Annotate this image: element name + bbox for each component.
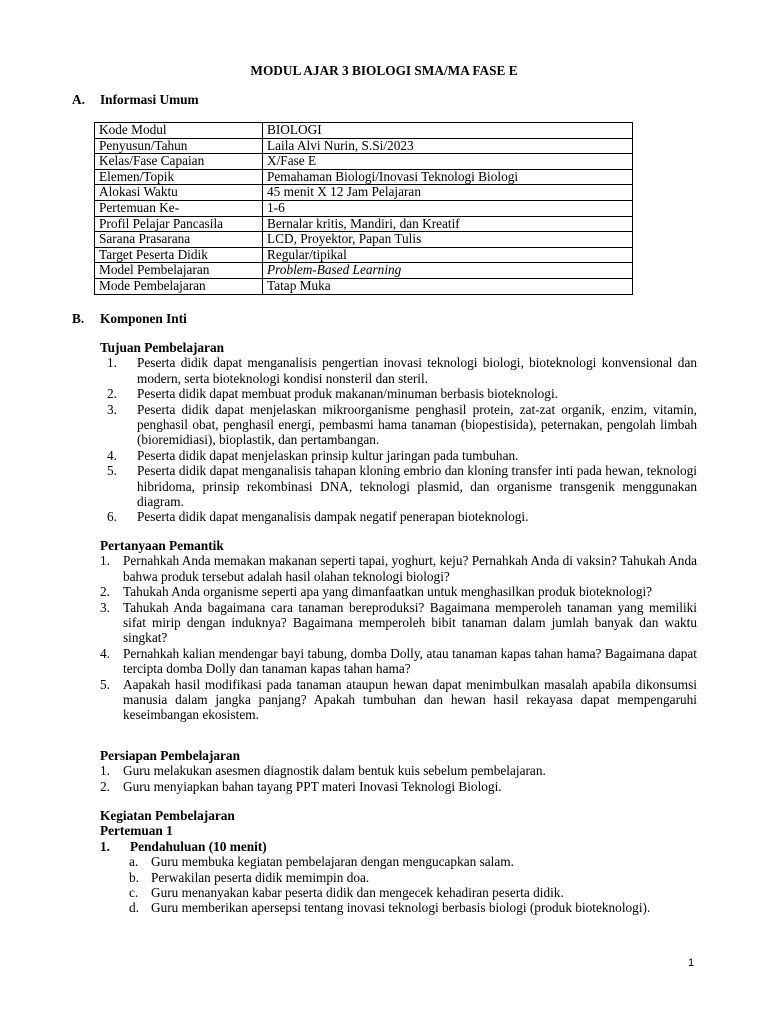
kegiatan-section (100, 808, 697, 916)
list-item (100, 763, 697, 778)
list-text: Guru menyiapkan bahan tayang PPT materi Inovasi Teknologi Biologi. (123, 778, 502, 794)
list-text: Aapakah hasil modifikasi pada tanaman ataupun hewan dapat menimbulkan masalah apabila dikonsumsi manusia dalam jangka panjang? Apakah tumbuhan dan hewan hasil rekayasa dapat mempengaruhi keseimbangan ekosistem. (123, 676, 697, 723)
list-text: Peserta didik dapat menganalisis pengertian inovasi teknologi biologi, bioteknologi konvensional dan modern, serta bioteknologi kondisi nonsteril dan steril. (137, 355, 697, 386)
list-item (100, 900, 697, 915)
table-row (95, 123, 633, 139)
list-text: Pernahkah Anda memakan makanan seperti tapai, yoghurt, keju? Pernahkah Anda di vaksin? Tahukah Anda bahwa produk tersebut adalah hasil olahan teknologi biologi? (123, 553, 697, 584)
list-number: 1. (100, 553, 110, 569)
table-key: Penyusun/Tahun (95, 138, 263, 154)
section-a-letter: A. (72, 92, 85, 107)
table-value: Bernalar kritis, Mandiri, dan Kreatif (263, 216, 633, 232)
list-item (100, 779, 697, 794)
list-item (100, 509, 697, 524)
list-number: 1. (107, 355, 117, 371)
section-a-title: Informasi Umum (100, 92, 199, 107)
table-key: Model Pembelajaran (95, 263, 263, 279)
table-row (95, 216, 633, 232)
list-item (100, 885, 697, 900)
list-item (100, 553, 697, 584)
list-letter: d. (129, 900, 139, 916)
section-b-title: Komponen Inti (100, 311, 187, 326)
list-text: Guru membuka kegiatan pembelajaran dengan mengucapkan salam. (151, 854, 514, 870)
list-item (100, 402, 697, 448)
list-text: Tahukah Anda bagaimana cara tanaman bereproduksi? Bagaimana memperoleh tanaman yang memiliki sifat mirip dengan induknya? Bagaimana memperoleh bibit tanaman dalam jumlah banyak dan waktu singkat? (123, 599, 697, 646)
list-item (100, 355, 697, 386)
list-text: Tahukah Anda organisme seperti apa yang dimanfaatkan untuk menghasilkan produk bioteknologi? (123, 584, 653, 600)
meeting-label: Pertemuan 1 (100, 823, 173, 839)
tujuan-section (100, 340, 697, 525)
list-item (100, 386, 697, 401)
list-item (100, 870, 697, 885)
phase-title: Pendahuluan (10 menit) (130, 838, 267, 854)
info-table (94, 122, 633, 295)
list-number: 5. (107, 463, 117, 479)
table-row (95, 185, 633, 201)
persiapan-list (100, 763, 697, 794)
phase-heading (100, 839, 697, 854)
list-number: 6. (107, 509, 117, 525)
list-text: Pernahkah kalian mendengar bayi tabung, domba Dolly, atau tanaman kapas tahan hama? Bagaimana dapat tercipta domba Dolly dan tanaman kapas tahan hama? (123, 645, 697, 677)
section-a-heading (72, 92, 199, 107)
list-text: Perwakilan peserta didik memimpin doa. (151, 869, 370, 885)
list-item (100, 854, 697, 869)
page-number: 1 (688, 957, 695, 969)
list-number: 2. (107, 386, 117, 402)
list-text: Peserta didik dapat membuat produk makanan/minuman berbasis bioteknologi. (137, 386, 558, 402)
kegiatan-heading: Kegiatan Pembelajaran (100, 808, 235, 823)
list-number: 2. (100, 778, 110, 794)
list-item (100, 584, 697, 599)
list-item (100, 448, 697, 463)
list-number: 4. (107, 447, 117, 463)
list-number: 2. (100, 584, 110, 600)
table-key: Profil Pelajar Pancasila (95, 216, 263, 232)
tujuan-list (100, 355, 697, 524)
list-number: 3. (100, 599, 110, 615)
table-row (95, 138, 633, 154)
table-key: Elemen/Topik (95, 169, 263, 185)
table-value: 45 menit X 12 Jam Pelajaran (263, 185, 633, 201)
list-text: Peserta didik dapat menganalisis tahapan kloning embrio dan kloning transfer inti pada hewan, teknologi hibridoma, prinsip rekombinasi DNA, teknologi plasmid, dan organisme transgenik menggunakan diagram. (137, 463, 697, 510)
table-row (95, 154, 633, 170)
list-text: Peserta didik dapat menganalisis dampak negatif penerapan bioteknologi. (137, 509, 529, 525)
table-value: Tatap Muka (263, 278, 633, 294)
table-key: Alokasi Waktu (95, 185, 263, 201)
pertanyaan-list (100, 553, 697, 722)
table-value: BIOLOGI (263, 123, 633, 139)
list-text: Guru melakukan asesmen diagnostik dalam bentuk kuis sebelum pembelajaran. (123, 763, 546, 779)
list-number: 1. (100, 763, 110, 779)
kegiatan-list (100, 854, 697, 916)
table-row (95, 263, 633, 279)
list-item (100, 677, 697, 723)
table-value: Problem-Based Learning (263, 263, 633, 279)
pertanyaan-heading: Pertanyaan Pemantik (100, 538, 224, 553)
persiapan-section (100, 748, 697, 794)
list-item (100, 463, 697, 509)
table-value: 1-6 (263, 200, 633, 216)
table-row (95, 200, 633, 216)
phase-number: 1. (100, 838, 110, 854)
persiapan-heading: Persiapan Pembelajaran (100, 748, 240, 763)
table-row (95, 169, 633, 185)
tujuan-heading: Tujuan Pembelajaran (100, 340, 224, 355)
list-letter: b. (129, 869, 139, 885)
list-item (100, 646, 697, 677)
list-text: Peserta didik dapat menjelaskan prinsip kultur jaringan pada tumbuhan. (137, 447, 519, 463)
table-value: Laila Alvi Nurin, S.Si/2023 (263, 138, 633, 154)
document-title: MODUL AJAR 3 BIOLOGI SMA/MA FASE E (250, 63, 518, 78)
table-value: LCD, Proyektor, Papan Tulis (263, 232, 633, 248)
table-row (95, 278, 633, 294)
table-key: Sarana Prasarana (95, 232, 263, 248)
table-key: Pertemuan Ke- (95, 200, 263, 216)
list-number: 3. (107, 401, 117, 417)
table-value: Pemahaman Biologi/Inovasi Teknologi Biologi (263, 169, 633, 185)
table-value: X/Fase E (263, 154, 633, 170)
pertanyaan-section (100, 538, 697, 723)
table-key: Kode Modul (95, 123, 263, 139)
table-value: Regular/tipikal (263, 247, 633, 263)
list-text: Guru menanyakan kabar peserta didik dan mengecek kehadiran peserta didik. (151, 885, 564, 901)
list-number: 5. (100, 676, 110, 692)
list-text: Guru memberikan apersepsi tentang inovasi teknologi berbasis biologi (produk bioteknologi). (151, 900, 651, 916)
list-text: Peserta didik dapat menjelaskan mikroorganisme penghasil protein, zat-zat organik, enzim, vitamin, penghasil obat, penghasil energi, pembasmi hama tanaman (biopestisida), peternakan, pengolah limbah (bioremidiasi), bioplastik, dan pertambangan. (137, 401, 697, 448)
table-row (95, 232, 633, 248)
list-item (100, 600, 697, 646)
list-number: 4. (100, 645, 110, 661)
list-letter: a. (129, 854, 139, 870)
table-key: Target Peserta Didik (95, 247, 263, 263)
section-b-letter: B. (72, 311, 85, 326)
section-b-heading (72, 311, 187, 326)
table-key: Mode Pembelajaran (95, 278, 263, 294)
table-key: Kelas/Fase Capaian (95, 154, 263, 170)
list-letter: c. (129, 885, 139, 901)
table-row (95, 247, 633, 263)
